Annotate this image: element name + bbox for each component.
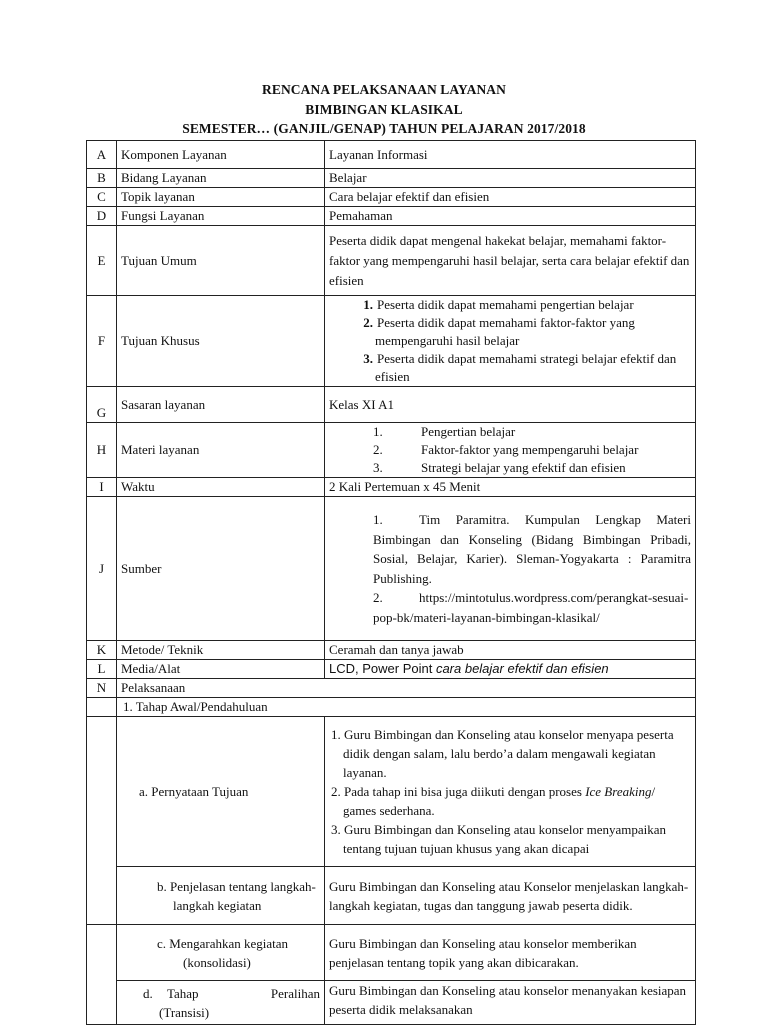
table-row [87, 679, 696, 698]
row-label: Metode/ Teknik [117, 641, 325, 660]
table-row [87, 188, 696, 207]
row-label: Bidang Layanan [117, 169, 325, 188]
table-row [87, 717, 696, 867]
list-item: 2. https://mintotulus.wordpress.com/perangkat-sesuai-pop-bk/materi-layanan-bimbingan-klasikal/ [373, 590, 689, 625]
list-item: 1. Pengertian belajar [373, 424, 516, 439]
row-code: F [87, 296, 117, 387]
document-semester: SEMESTER… (GANJIL/GENAP) TAHUN PELAJARAN 2017/2018 [182, 121, 586, 136]
document-subtitle: BIMBINGAN KLASIKAL [305, 102, 463, 117]
stage-title: 1. Tahap Awal/Pendahuluan [117, 698, 696, 717]
row-list [325, 296, 696, 387]
row-code: H [87, 423, 117, 478]
row-code: B [87, 169, 117, 188]
row-label: Waktu [117, 478, 325, 497]
row-code: G [87, 387, 117, 423]
row-code: E [87, 226, 117, 296]
row-code: C [87, 188, 117, 207]
row-value: Guru Bimbingan dan Konseling atau Konselor menjelaskan langkah-langkah kegiatan, tugas dan tanggung jawab peserta didik. [325, 867, 696, 925]
row-code: D [87, 207, 117, 226]
row-label: Materi layanan [117, 423, 325, 478]
list-item: 1. Tim Paramitra. Kumpulan Lengkap Materi Bimbingan dan Konseling (Bidang Bimbingan Pribadi, Sosial, Belajar, Karier). Sleman-Yogyakarta : Paramitra Publishing. [373, 512, 691, 586]
row-list [325, 423, 696, 478]
row-code: N [87, 679, 117, 698]
row-label: Sumber [117, 497, 325, 641]
list-item: 1. Guru Bimbingan dan Konseling atau konselor menyapa peserta didik dengan salam, lalu berdo’a dalam mengawali kegiatan layanan. [331, 727, 674, 780]
list-item: 3. Strategi belajar yang efektif dan efisien [373, 460, 626, 475]
table-row [87, 641, 696, 660]
table-row [87, 981, 696, 1025]
list-item: 3. Guru Bimbingan dan Konseling atau konselor menyampaikan tentang tujuan tujuan khusus yang akan dicapai [331, 822, 667, 856]
row-label: Media/Alat [117, 660, 325, 679]
row-label: Fungsi Layanan [117, 207, 325, 226]
table-row [87, 387, 696, 423]
table-row [87, 497, 696, 641]
row-list [325, 717, 696, 867]
row-label: Sasaran layanan [117, 387, 325, 423]
table-row [87, 660, 696, 679]
row-value: 2 Kali Pertemuan x 45 Menit [325, 478, 696, 497]
row-label: Tujuan Umum [117, 226, 325, 296]
row-code: K [87, 641, 117, 660]
row-list [325, 497, 696, 641]
row-value: Guru Bimbingan dan Konseling atau konselor menanyakan kesiapan peserta didik melaksanakan [325, 981, 696, 1025]
stage-step-label: d. Tahap Peralihan (Transisi) [117, 981, 325, 1025]
table-row [87, 169, 696, 188]
row-value: Peserta didik dapat mengenal hakekat belajar, memahami faktor-faktor yang mempengaruhi hasil belajar, serta cara belajar efektif dan efisien [325, 226, 696, 296]
table-row [87, 226, 696, 296]
table-row [87, 207, 696, 226]
stage-step-label: b. Penjelasan tentang langkah-langkah kegiatan [117, 867, 325, 925]
list-item: 2. Peserta didik dapat memahami faktor-faktor yang mempengaruhi hasil belajar [363, 315, 635, 348]
table-row [87, 867, 696, 925]
row-code: I [87, 478, 117, 497]
row-value: Kelas XI A1 [325, 387, 696, 423]
row-code: A [87, 141, 117, 169]
stage-step-label: c. Mengarahkan kegiatan (konsolidasi) [117, 925, 325, 981]
document-title: RENCANA PELAKSANAAN LAYANAN [262, 82, 506, 97]
row-value: Layanan Informasi [325, 141, 696, 169]
list-item: 1. Peserta didik dapat memahami pengertian belajar [363, 297, 634, 312]
row-value: Ceramah dan tanya jawab [325, 641, 696, 660]
row-value: Pemahaman [325, 207, 696, 226]
row-value: LCD, Power Point cara belajar efektif dan efisien [325, 660, 696, 679]
row-label: Tujuan Khusus [117, 296, 325, 387]
stage-step-label: a. Pernyataan Tujuan [117, 717, 325, 867]
table-row [87, 698, 696, 717]
row-code: L [87, 660, 117, 679]
table-row [87, 296, 696, 387]
row-label: Pelaksanaan [117, 679, 696, 698]
list-item: 2. Faktor-faktor yang mempengaruhi belajar [373, 442, 639, 457]
table-row [87, 478, 696, 497]
list-item: 2. Pada tahap ini bisa juga diikuti dengan proses Ice Breaking/ games sederhana. [331, 784, 656, 818]
row-code: J [87, 497, 117, 641]
row-value: Belajar [325, 169, 696, 188]
plan-table [86, 140, 696, 1025]
row-label: Komponen Layanan [117, 141, 325, 169]
row-value: Guru Bimbingan dan Konseling atau konselor memberikan penjelasan tentang topik yang akan dibicarakan. [325, 925, 696, 981]
list-item: 3. Peserta didik dapat memahami strategi belajar efektif dan efisien [363, 351, 677, 384]
row-value: Cara belajar efektif dan efisien [325, 188, 696, 207]
row-label: Topik layanan [117, 188, 325, 207]
table-row [87, 423, 696, 478]
table-row [87, 141, 696, 169]
table-row [87, 925, 696, 981]
